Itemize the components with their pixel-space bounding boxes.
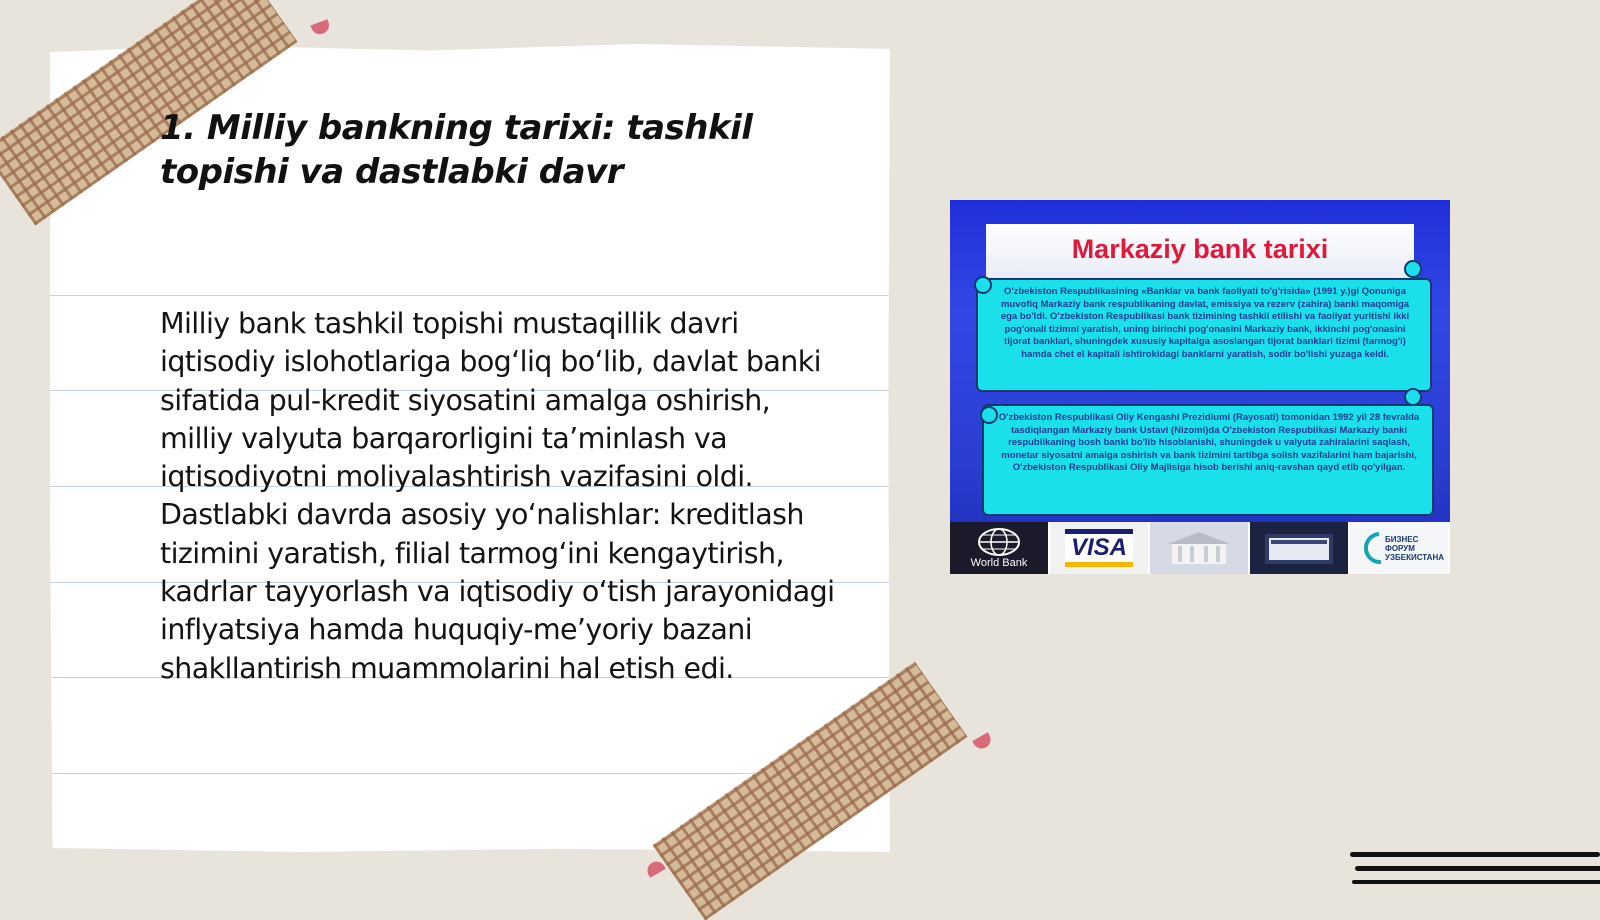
logo-strip — [950, 522, 1450, 574]
image-paragraph-2: O'zbekiston Respublikasi Oliy Kengashi Prezidiumi (Rayosati) tomonidan 1992 yil 28 fevralda tasdiqlangan Markaziy bank Ustavi (Nizomi)da O'zbekiston Respublikasi Markaziy banki respublikaning bosh banki bo'lib hisoblanishi, shuningdek u valyuta zahiralarini saqlash, monetar siyosatni amalga oshirish va bank tizimini tartibga solish vazifalarini ham bajarishi, O'zbekiston Respublikasi Oliy Majlisiga hisob berishi aniq-ravshan qayd etib qo'yilgan. — [998, 412, 1420, 473]
ink-stroke-decoration — [1355, 866, 1600, 871]
building-icon — [1259, 528, 1339, 568]
visa-label: VISA — [1065, 529, 1133, 567]
scroll-curl-icon — [1404, 388, 1422, 406]
slide-body-text: Milliy bank tashkil topishi mustaqillik davri iqtisodiy islohotlariga bog‘liq bo‘lib, davlat banki sifatida pul-kredit siyosatini amalga oshirish, milliy valyuta barqarorligini ta’minlash va iqtisodiyotni moliyalashtirish vazifasini oldi. Dastlabki davrda asosiy yo‘nalishlar: kreditlash tizimini yaratish, filial tarmog‘ini kengaytirish, kadrlar tayyorlash va iqtisodiy o‘tish jarayonidagi inflyatsiya hamda huquqiy-me’yoriy bazani shakllantirish muammolarini hal etish edi. — [160, 307, 835, 685]
dark-building-image — [1250, 522, 1350, 574]
ink-stroke-decoration — [1352, 880, 1600, 884]
scroll-curl-icon — [980, 406, 998, 424]
image-paragraph-1: O'zbekiston Respublikasining «Banklar va bank faoliyati to'g'risida» (1991 y.)gi Qonuniga muvofiq Markaziy bank respublikaning davlat, emissiya va rezerv (zahira) banki maqomiga ega bo'ldi. O'zbekiston Respublikasi bank tizimining tashkil etilishi va faoliyat yuritishi ikki pog'onali tizimni yaratish, uning birinchi pog'onasini Markaziy bank, ikkinchi pog'onasini tijorat banklari, shuningdek xususiy kapitalga asoslangan tijorat banklari tizimi (tarmog'i) hamda chet el kapitali ishtirokidagi banklarni yaratish, sodir bo'lishi yuzaga keldi. — [1000, 286, 1410, 360]
crescent-icon — [1363, 530, 1385, 566]
bank-building-icon — [1164, 528, 1234, 568]
paper-rule — [50, 295, 890, 296]
tape-pin-decoration — [310, 19, 331, 36]
image-scroll-panel-1 — [976, 278, 1432, 392]
image-scroll-panel-2 — [982, 404, 1434, 516]
visa-logo — [1050, 522, 1150, 574]
image-title-bar — [986, 224, 1414, 278]
tape-pin-decoration — [644, 858, 666, 877]
world-bank-logo — [950, 522, 1050, 574]
biznes-forum-label: БИЗНЕС ФОРУМ УЗБЕКИСТАНА — [1385, 534, 1444, 562]
scroll-curl-icon — [1404, 260, 1422, 278]
scroll-curl-icon — [974, 276, 992, 294]
tape-pin-decoration — [972, 732, 994, 751]
ink-stroke-decoration — [1350, 852, 1600, 857]
world-bank-label: World Bank — [970, 557, 1028, 569]
slide-heading: 1. Milliy bankning tarixi: tashkil topishi va dastlabki davr — [160, 108, 753, 192]
globe-icon — [976, 527, 1022, 557]
central-bank-history-image — [950, 200, 1450, 574]
image-title: Markaziy bank tarixi — [1071, 234, 1329, 264]
biznes-forum-logo — [1350, 522, 1450, 574]
bank-building-image — [1150, 522, 1250, 574]
